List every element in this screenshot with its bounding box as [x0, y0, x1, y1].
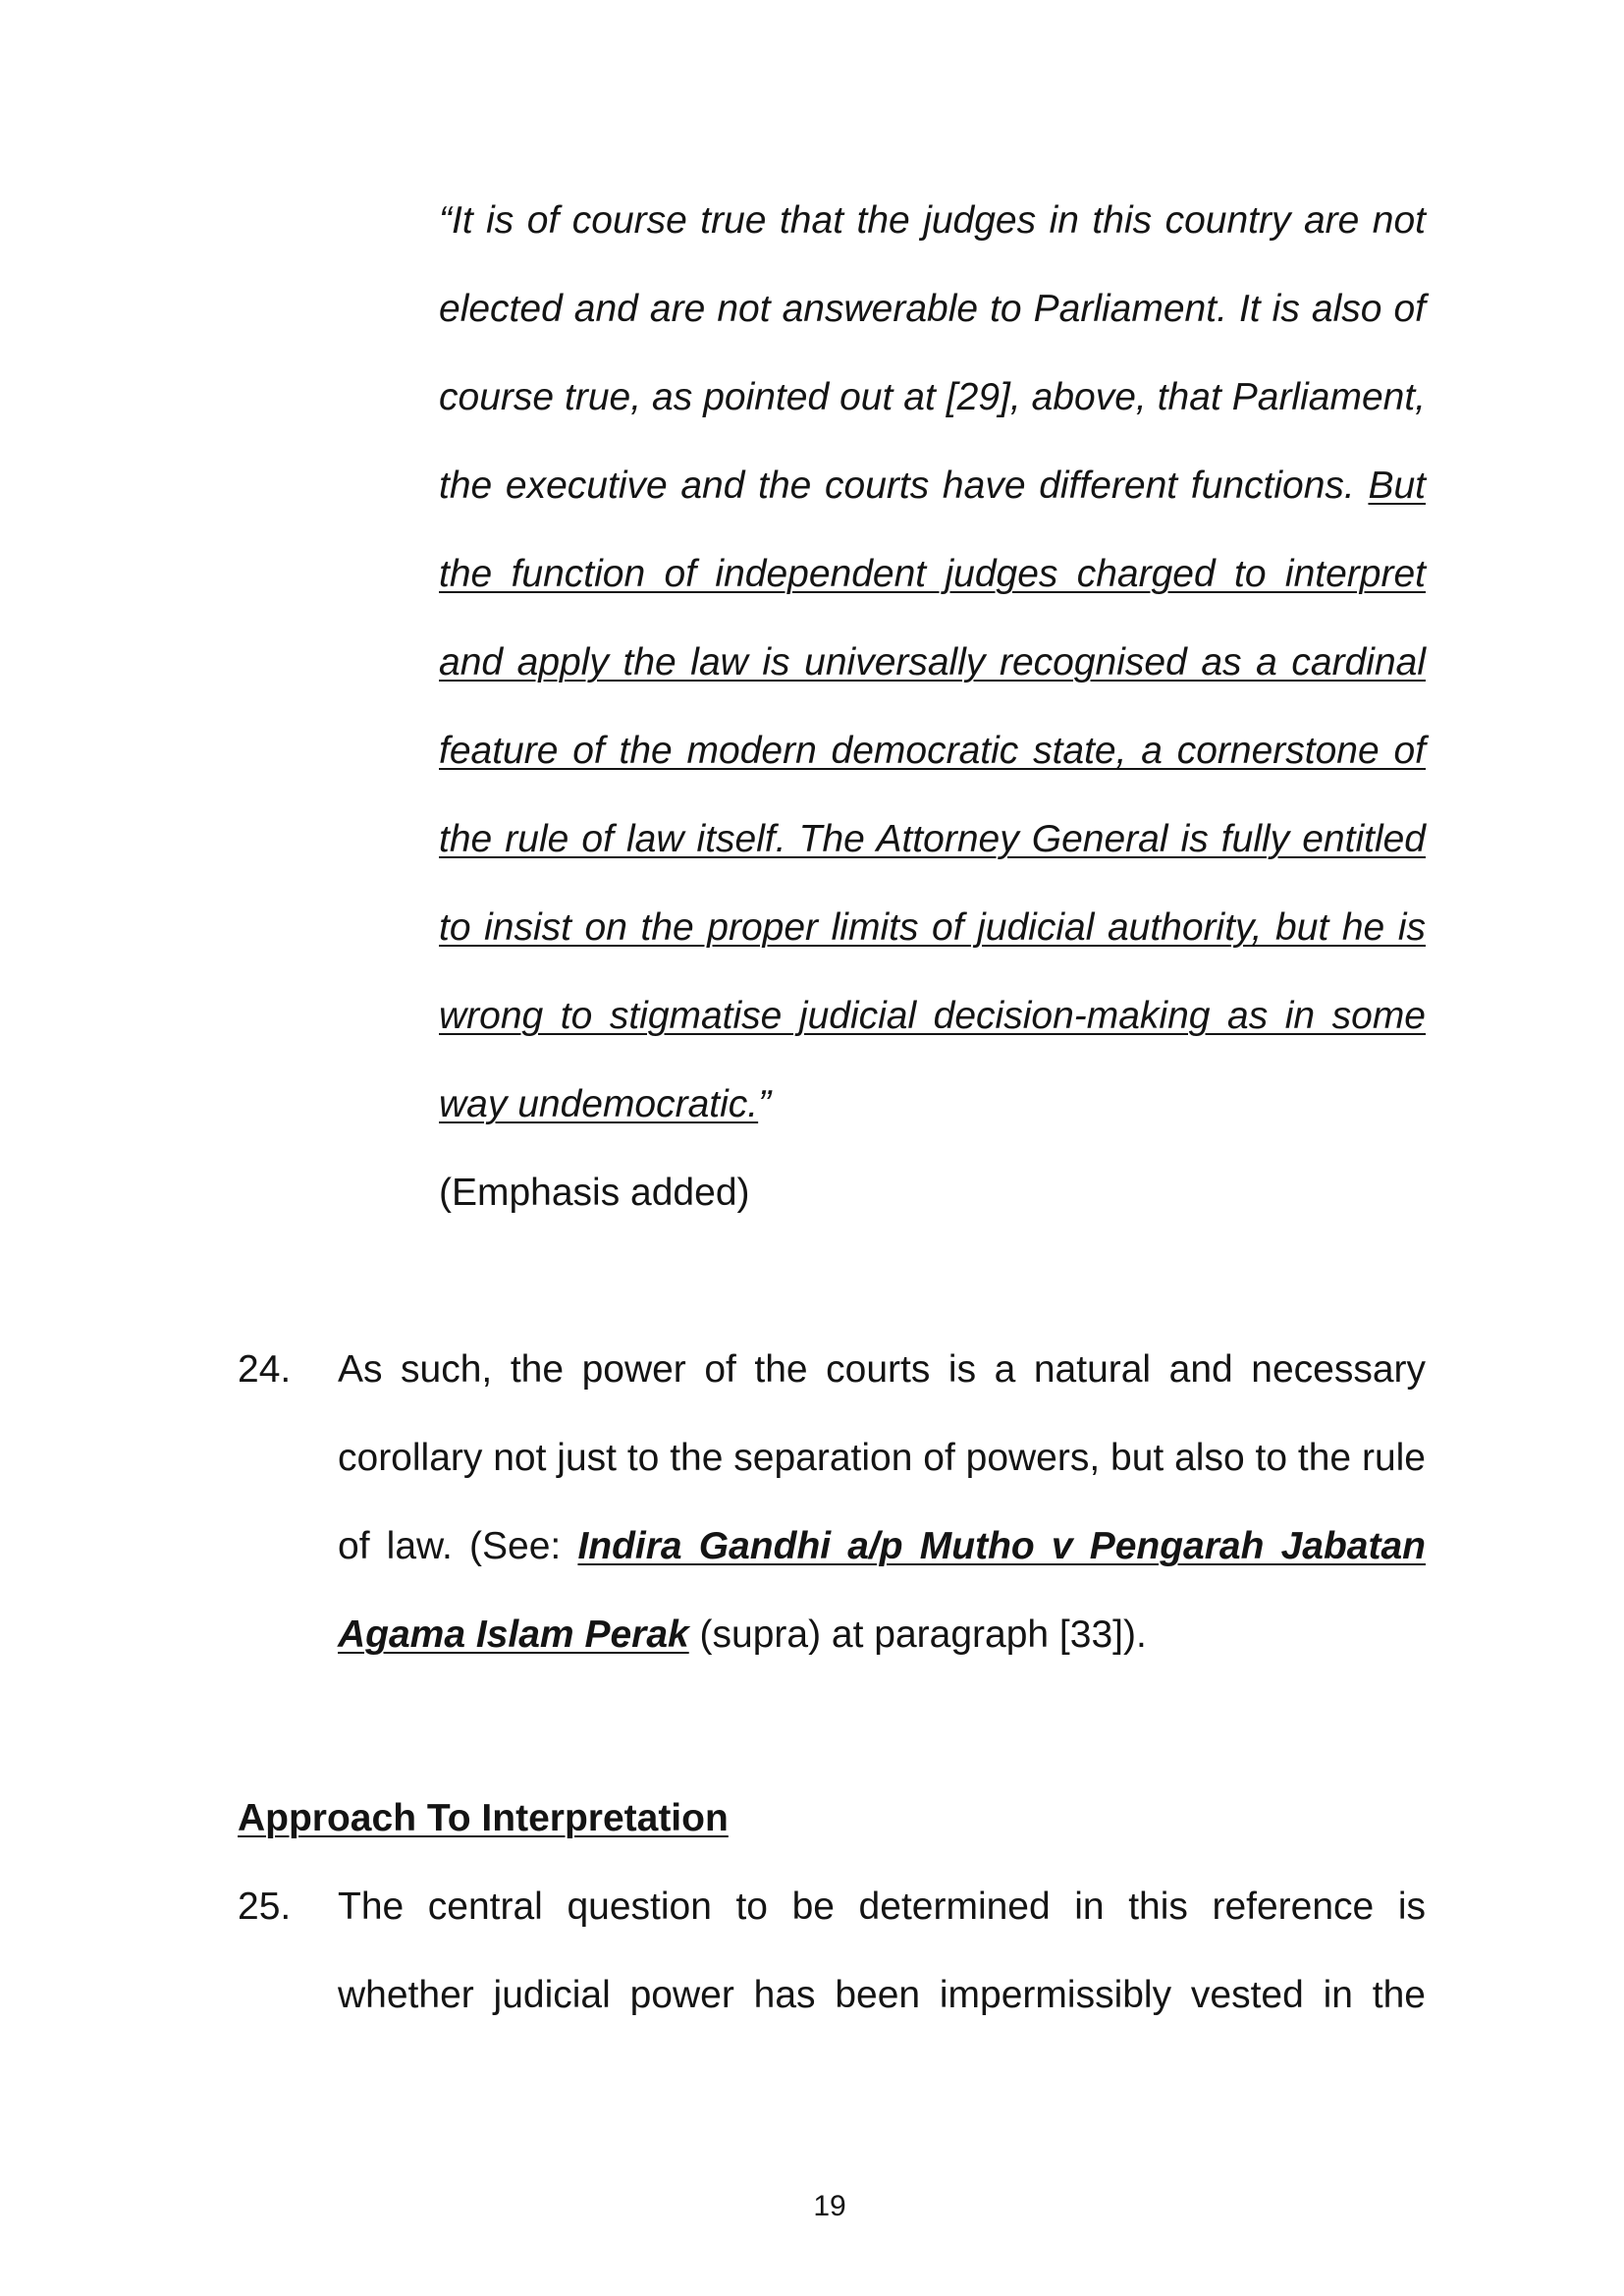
- paragraph-text: corollary not just to the separation of powers, but also to the rule: [338, 1437, 1426, 1479]
- paragraph-24-line-4: [338, 1613, 1426, 1657]
- quote-line-11: [439, 1083, 1426, 1126]
- paragraph-24-line-1: [338, 1348, 1426, 1392]
- quote-text: elected and are not answerable to Parliament. It is also of: [439, 288, 1426, 330]
- emphasis-note: (Emphasis added): [439, 1172, 750, 1214]
- emphasized-text: to insist on the proper limits of judicial authority, but he is: [439, 906, 1426, 949]
- quote-line-3: [439, 376, 1426, 419]
- quote-line-4: [439, 465, 1426, 508]
- emphasized-text: wrong to stigmatise judicial decision-making as in some: [439, 995, 1426, 1037]
- quote-line-10: [439, 995, 1426, 1038]
- emphasized-text: and apply the law is universally recognised as a cardinal: [439, 641, 1426, 683]
- quote-line-9: [439, 906, 1426, 950]
- quote-line-2: [439, 288, 1426, 331]
- paragraph-25-line-2: [338, 1974, 1426, 2017]
- quote-line-1: [439, 199, 1426, 243]
- quote-line-7: [439, 730, 1426, 773]
- paragraph-text: The central question to be determined in this reference is: [338, 1886, 1426, 1928]
- quote-line-8: [439, 818, 1426, 861]
- emphasized-text: the function of independent judges charged to interpret: [439, 553, 1426, 595]
- emphasized-text: the rule of law itself. The Attorney General is fully entitled: [439, 818, 1426, 860]
- paragraph-text: As such, the power of the courts is a natural and necessary: [338, 1348, 1426, 1391]
- paragraph-text: of law. (See:: [338, 1525, 562, 1567]
- case-citation: Agama Islam Perak: [338, 1613, 689, 1656]
- paragraph-text: whether judicial power has been impermissibly vested in the: [338, 1974, 1426, 2016]
- emphasized-text: feature of the modern democratic state, a cornerstone of: [439, 730, 1426, 772]
- quote-line-5: [439, 553, 1426, 596]
- section-heading: Approach To Interpretation: [238, 1797, 729, 1839]
- closing-quote-mark: ”: [758, 1083, 772, 1125]
- case-citation: Indira Gandhi a/p Mutho v Pengarah Jabatan: [577, 1525, 1426, 1567]
- paragraph-number: 25.: [238, 1886, 292, 1928]
- emphasized-text: way undemocratic.: [439, 1083, 759, 1125]
- quote-line-6: [439, 641, 1426, 684]
- quote-text: “It is of course true that the judges in this country are not: [439, 199, 1426, 242]
- paragraph-number: 24.: [238, 1348, 292, 1391]
- page-number: 19: [813, 2190, 846, 2222]
- emphasized-text: But: [1368, 465, 1426, 507]
- quote-text: the executive and the courts have different functions.: [439, 465, 1355, 507]
- paragraph-25-line-1: [338, 1886, 1426, 1929]
- paragraph-24-line-3: [338, 1525, 1426, 1568]
- paragraph-24-line-2: [338, 1437, 1426, 1480]
- quote-text: course true, as pointed out at [29], above, that Parliament,: [439, 376, 1426, 418]
- paragraph-text: (supra) at paragraph [33]).: [699, 1613, 1147, 1656]
